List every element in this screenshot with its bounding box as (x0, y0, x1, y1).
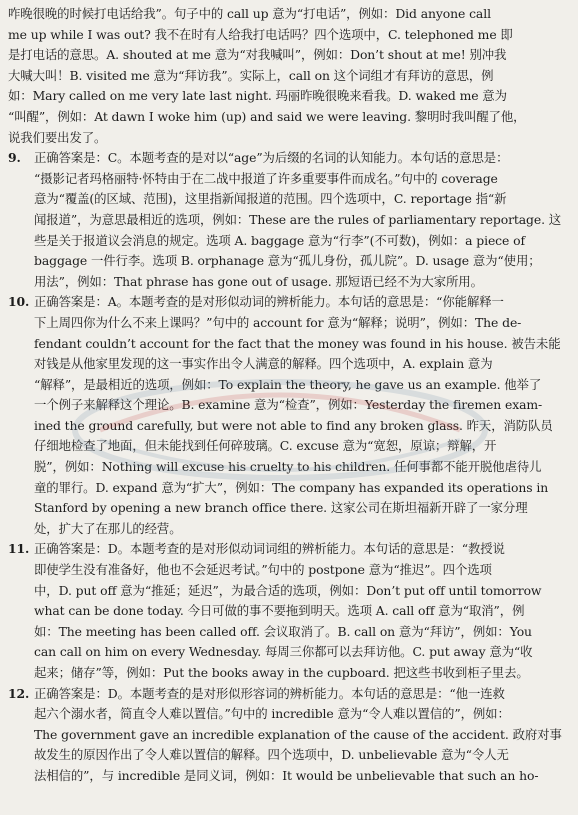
text-line: 起来；储存”等，例如：Put the books away in the cupboard. 把这些书收到柜子里去。 (34, 665, 529, 680)
text-line: 一个例子来解释这个理论。B. examine 意为“检查”，例如：Yesterday the firemen exam- (34, 397, 543, 413)
text-line: 处，扩大了在那儿的经营。 (34, 520, 182, 536)
answer-item-9 (8, 148, 568, 292)
text-line: what can be done today. 今日可做的事不要拖到明天。选项 A. call off 意为“取消”，例 (34, 603, 525, 619)
text-line: 故发生的原因作出了令人难以置信的解释。四个选项中，D. unbelievable 意为“令人无 (34, 747, 509, 763)
item-number: 11. (8, 541, 30, 557)
text-line: 说我们要出发了。 (8, 129, 107, 145)
text-line: 仔细地检查了地面，但未能找到任何碎玻璃。C. excuse 意为“宽恕，原谅；辩解，开 (34, 438, 497, 454)
text-line: 中，D. put off 意为“推延；延迟”，为最合适的选项，例如：Don’t put off until tomorrow (34, 582, 542, 598)
answer-item-12 (8, 684, 568, 787)
text-line: 闻报道”，为意思最相近的选项，例如：These are the rules of parliamentary reportage. 这 (34, 211, 562, 227)
text-line: baggage 一件行李。选项 B. orphanage 意为“孤儿身份，孤儿院”。D. usage 意为“使用； (34, 253, 541, 269)
text-line: 正确答案是：D。本题考查的是对形似形容词的辨析能力。本句话的意思是：“他一连救 (34, 685, 505, 701)
text-line: “解释”，是最相近的选项，例如：To explain the theory, he gave us an example. 他举了 (34, 376, 542, 392)
text-line: 正确答案是：C。本题考查的是对以“age”为后缀的名词的认知能力。本句话的意思是： (34, 150, 509, 166)
intro-paragraph (8, 4, 568, 148)
text-line: 大喊大叫！B. visited me 意为“拜访我”。实际上，call on 这个词组才有拜访的意思，例 (8, 67, 494, 83)
text-line: 正确答案是：A。本题考查的是对形似动词的辨析能力。本句话的意思是：“你能解释一 (34, 294, 504, 310)
text-line: 如：Mary called on me very late last night. 玛丽昨晚很晚来看我。D. waked me 意为 (8, 88, 507, 104)
text-line: 用法”，例如：That phrase has gone out of usage. 那短语已经不为大家所用。 (34, 273, 483, 289)
text-line: 法相信的”，与 incredible 是同义词，例如：It would be unbelievable that such an ho- (34, 767, 539, 783)
text-line: 如：The meeting has been called off. 会议取消了。B. call on 意为“拜访”，例如：You (34, 623, 532, 639)
text-line: 些是关于报道议会消息的规定。选项 A. baggage 意为“行李”(不可数)，例如：a piece of (34, 232, 525, 248)
text-line: 正确答案是：D。本题考查的是对形似动词词组的辨析能力。本句话的意思是：“教授说 (34, 541, 505, 557)
text-line: 对钱是从他家里发现的这一事实作出令人满意的解释。四个选项中，A. explain 意为 (34, 356, 493, 372)
text-line: 童的罪行。D. expand 意为“扩大”，例如：The company has expanded its operations in (34, 479, 549, 495)
text-line: 是打电话的意思。A. shouted at me 意为“对我喊叫”，例如：Don’t shout at me! 别冲我 (8, 47, 507, 63)
text-line: Stanford by opening a new branch office there. 这家公司在斯坦福新开辟了一家分理 (34, 500, 528, 516)
text-line: “摄影记者玛格丽特·怀特由于在二战中报道了许多重要事件而成名。”句中的 coverage (34, 170, 498, 186)
item-number: 12. (8, 685, 30, 701)
text-line: 起六个溺水者，简直令人难以置信。”句中的 incredible 意为“令人难以置信的”，例如： (34, 706, 510, 722)
answer-item-10 (8, 292, 568, 539)
text-line: 即使学生没有准备好，他也不会延迟考试。”句中的 postpone 意为“推迟”。四个选项 (34, 562, 492, 578)
answer-item-11 (8, 539, 568, 683)
text-line: “叫醒”，例如：At dawn I woke him (up) and said we were leaving. 黎明时我叫醒了他， (8, 108, 526, 124)
item-number: 10. (8, 294, 30, 310)
text-line: me up while I was out? 我不在时有人给我打电话吗？四个选项中，C. telephoned me 即 (8, 26, 513, 42)
text-line: 咋晚很晚的时候打电话给我”。句子中的 call up 意为“打电话”，例如：Did anyone call (8, 6, 491, 21)
text-line: fendant couldn’t account for the fact that the money was found in his house. 被告未能 (34, 335, 561, 351)
text-line: 脱”，例如：Nothing will excuse his cruelty to his children. 任何事都不能开脱他虐待儿 (34, 459, 542, 475)
text-line: 下上周四你为什么不来上课吗？”句中的 account for 意为“解释；说明”，例如：The de- (34, 314, 522, 330)
text-line: ined the ground carefully, but were not able to find any broken glass. 昨天，消防队员 (34, 417, 553, 433)
text-line: can call on him on every Wednesday. 每周三你都可以去拜访他。C. put away 意为“收 (34, 644, 533, 660)
text-line: The government gave an incredible explanation of the cause of the accident. 政府对事 (34, 726, 562, 742)
text-line: 意为“覆盖(的区域、范围)，这里指新闻报道的范围。四个选项中，C. reportage 指“新 (34, 191, 507, 207)
item-number: 9. (8, 150, 21, 166)
